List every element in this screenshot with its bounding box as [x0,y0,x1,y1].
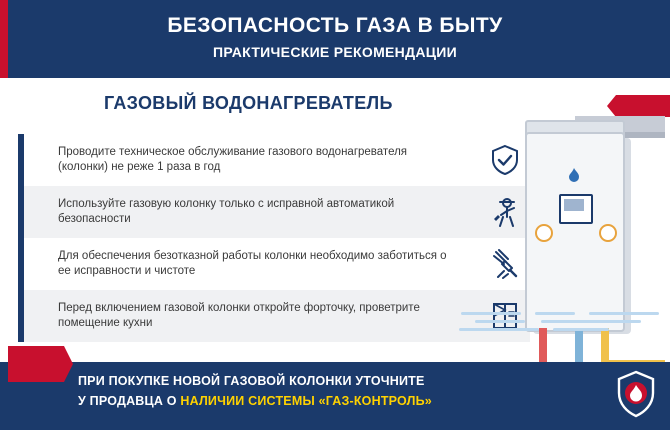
rule-accent-bar [18,186,24,238]
banner-line-1: ПРИ ПОКУПКЕ НОВОЙ ГАЗОВОЙ КОЛОНКИ УТОЧНИТЕ [78,374,425,388]
banner-line-2 [78,394,432,408]
poster-subtitle: ПРАКТИЧЕСКИЕ РЕКОМЕНДАЦИИ [212,44,458,60]
header-accent-bar [0,0,8,78]
list-item [18,186,530,238]
list-item [18,290,530,342]
flame-shield-icon [616,370,656,418]
control-display [564,199,584,211]
rule-accent-bar [18,238,24,290]
rules-list [18,134,530,342]
list-item [18,238,530,290]
poster-header [0,0,670,78]
flame-symbol [567,168,581,184]
water-waves [455,310,670,336]
rule-text: Для обеспечения безотказной работы колонки необходимо заботиться о ее исправности и чистоте [58,250,447,277]
temperature-knob-right [599,224,617,242]
poster-title: БЕЗОПАСНОСТЬ ГАЗА В БЫТУ [167,14,503,37]
rule-accent-bar [18,290,24,342]
rule-text: Используйте газовую колонку только с исправной автоматикой безопасности [58,198,395,225]
rule-accent-bar [18,134,24,186]
gas-water-heater-illustration [455,86,670,382]
temperature-knob-left [535,224,553,242]
section-title: ГАЗОВЫЙ ВОДОНАГРЕВАТЕЛЬ [104,93,393,113]
rule-text: Проводите техническое обслуживание газового водонагревателя (колонки) не реже 1 раза в год [58,146,408,173]
banner-line-2-plain: У ПРОДАВЦА О [78,394,181,408]
banner-line-2-highlight: НАЛИЧИИ СИСТЕМЫ «ГАЗ-КОНТРОЛЬ» [180,394,432,408]
rule-text: Перед включением газовой колонки откройте форточку, проветрите помещение кухни [58,302,420,329]
decorative-flag-bottom [8,346,72,382]
bottom-banner [0,362,670,430]
list-item [18,134,530,186]
